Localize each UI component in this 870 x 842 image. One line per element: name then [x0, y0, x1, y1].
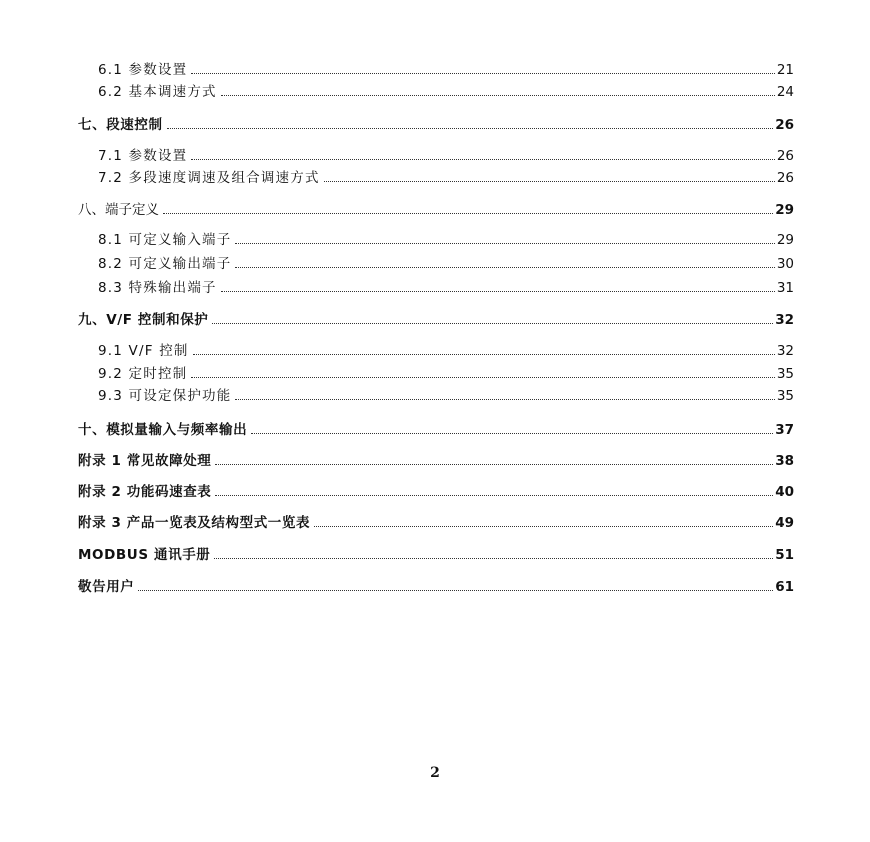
- toc-entry-title: 敬告用户: [78, 579, 135, 595]
- toc-entry-chapter-9: [78, 310, 794, 330]
- toc-entry-appendix-3: [78, 513, 794, 533]
- toc-entry-9-2: [98, 364, 794, 384]
- toc-entry-8-2: [98, 254, 794, 274]
- toc-entry-title: 9.2 定时控制: [98, 366, 188, 382]
- toc-entry-chapter-7: [78, 115, 794, 135]
- toc-entry-title: 9.3 可设定保护功能: [98, 388, 232, 404]
- toc-entry-title: 附录 1 常见故障处理: [78, 453, 212, 469]
- dot-leader: [215, 464, 773, 465]
- toc-entry-modbus: [78, 545, 794, 565]
- toc-entry-8-1: [98, 230, 794, 250]
- dot-leader: [191, 377, 774, 378]
- toc-entry-page: 21: [776, 62, 794, 78]
- dot-leader: [167, 128, 774, 129]
- toc-entry-page: 61: [775, 579, 794, 595]
- dot-leader: [191, 159, 774, 160]
- toc-entry-6-2: [98, 82, 794, 102]
- toc-entry-title: 十、模拟量输入与频率输出: [78, 422, 248, 438]
- toc-entry-8-3: [98, 278, 794, 298]
- toc-entry-page: 26: [776, 170, 794, 186]
- toc-entry-6-1: [98, 60, 794, 80]
- toc-entry-page: 49: [775, 515, 794, 531]
- toc-entry-page: 29: [776, 232, 794, 248]
- toc-entry-appendix-1: [78, 451, 794, 471]
- toc-entry-title: 9.1 V/F 控制: [98, 343, 189, 359]
- toc-entry-title: 7.2 多段速度调速及组合调速方式: [98, 170, 320, 186]
- dot-leader: [138, 590, 773, 591]
- toc-entry-page: 24: [776, 84, 794, 100]
- toc-entry-title: 7.1 参数设置: [98, 148, 188, 164]
- toc-entry-page: 32: [776, 343, 794, 359]
- toc-entry-page: 31: [776, 280, 794, 296]
- toc-entry-7-1: [98, 146, 794, 166]
- toc-entry-title: 九、V/F 控制和保护: [78, 312, 209, 328]
- dot-leader: [193, 354, 775, 355]
- toc-entry-title: 八、端子定义: [78, 202, 159, 218]
- toc-entry-9-1: [98, 341, 794, 361]
- toc-entry-title: 6.2 基本调速方式: [98, 84, 217, 100]
- dot-leader: [235, 399, 774, 400]
- dot-leader: [191, 73, 774, 74]
- toc-entry-page: 29: [775, 202, 794, 218]
- toc-entry-title: 七、段速控制: [78, 117, 163, 133]
- dot-leader: [215, 495, 773, 496]
- toc-entry-title: MODBUS 通讯手册: [78, 547, 211, 563]
- toc-entry-7-2: [98, 168, 794, 188]
- toc-entry-page: 35: [776, 366, 794, 382]
- toc-entry-page: 37: [775, 422, 794, 438]
- dot-leader: [251, 433, 773, 434]
- toc-entry-page: 32: [775, 312, 794, 328]
- toc-entry-page: 38: [775, 453, 794, 469]
- toc-entry-title: 8.2 可定义输出端子: [98, 256, 232, 272]
- dot-leader: [221, 95, 775, 96]
- toc-entry-page: 26: [776, 148, 794, 164]
- dot-leader: [212, 323, 773, 324]
- toc-entry-title: 附录 3 产品一览表及结构型式一览表: [78, 515, 311, 531]
- toc-entry-appendix-2: [78, 482, 794, 502]
- toc-entry-chapter-10: [78, 420, 794, 440]
- dot-leader: [235, 243, 774, 244]
- toc-entry-page: 40: [775, 484, 794, 500]
- toc-entry-title: 附录 2 功能码速查表: [78, 484, 212, 500]
- dot-leader: [214, 558, 773, 559]
- dot-leader: [324, 181, 775, 182]
- dot-leader: [163, 213, 773, 214]
- toc-entry-title: 6.1 参数设置: [98, 62, 188, 78]
- toc-entry-title: 8.3 特殊输出端子: [98, 280, 217, 296]
- toc-entry-page: 51: [775, 547, 794, 563]
- toc-entry-page: 30: [776, 256, 794, 272]
- toc-entry-chapter-8: [78, 200, 794, 220]
- toc-entry-title: 8.1 可定义输入端子: [98, 232, 232, 248]
- toc-entry-page: 35: [776, 388, 794, 404]
- toc-entry-page: 26: [775, 117, 794, 133]
- page-number: 2: [430, 765, 440, 781]
- toc-entry-notice: [78, 577, 794, 597]
- dot-leader: [235, 267, 774, 268]
- dot-leader: [221, 291, 775, 292]
- dot-leader: [314, 526, 773, 527]
- toc-entry-9-3: [98, 386, 794, 406]
